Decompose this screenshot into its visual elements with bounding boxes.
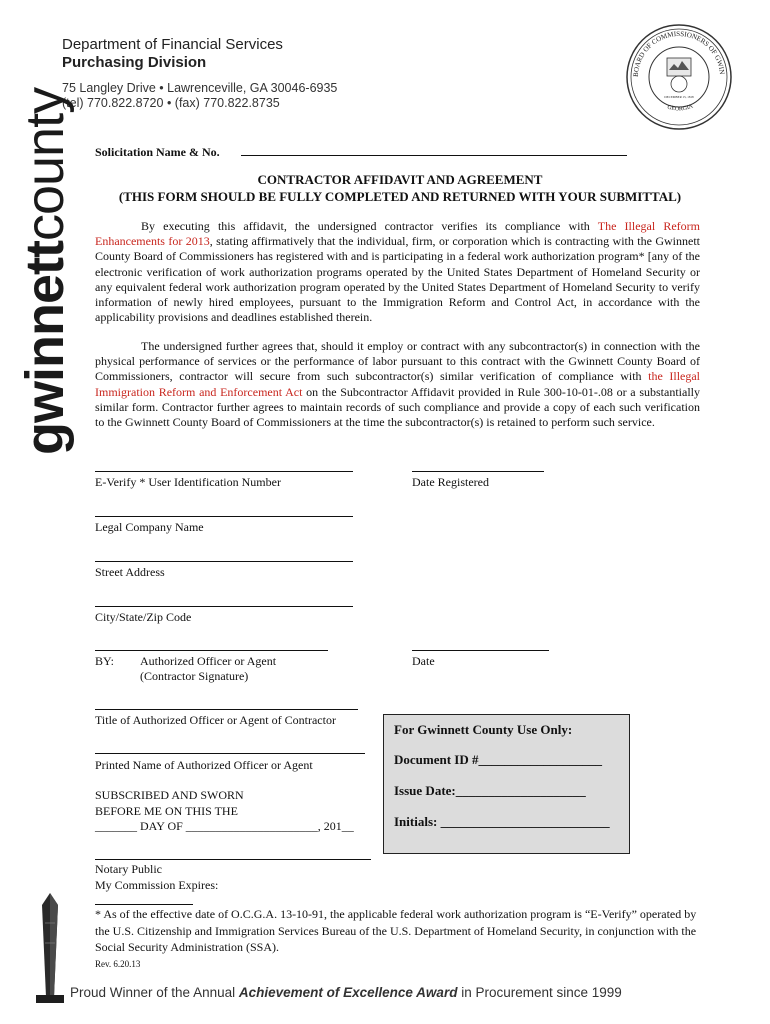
county-use-box: [383, 714, 630, 854]
county-seal: [624, 22, 734, 132]
affidavit-paragraph-2: [95, 339, 700, 430]
svg-text:GEORGIA: [666, 103, 694, 112]
printed-name-line[interactable]: [95, 753, 365, 754]
logo-word-bold: gwinnett: [15, 241, 75, 455]
notary-line[interactable]: [95, 859, 371, 860]
everify-line[interactable]: [95, 471, 353, 472]
footer-award: [70, 985, 622, 1000]
city-line[interactable]: [95, 606, 353, 607]
seal-icon: [624, 22, 734, 132]
commission-line[interactable]: [95, 904, 193, 905]
title-officer-label: Title of Authorized Officer or Agent of Contractor: [95, 713, 336, 727]
officer-label-line: Authorized Officer or Agent: [140, 654, 277, 668]
trophy-icon: [30, 893, 70, 1005]
commission-label: My Commission Expires:: [95, 877, 219, 892]
award-trophy: [30, 893, 70, 1005]
logo-word-light: county: [15, 87, 75, 242]
street-label: Street Address: [95, 565, 165, 579]
form-title: [90, 171, 710, 205]
address: 75 Langley Drive • Lawrenceville, GA 30046-6935: [62, 81, 338, 95]
initials-field[interactable]: Initials: __________________________: [394, 814, 610, 829]
title-line-1: CONTRACTOR AFFIDAVIT AND AGREEMENT: [257, 172, 543, 187]
city-label: City/State/Zip Code: [95, 610, 192, 624]
department-name: Department of Financial Services: [62, 36, 283, 53]
solicitation-label: Solicitation Name & No.: [95, 145, 220, 159]
everify-label: E-Verify * User Identification Number: [95, 475, 281, 489]
officer-label: [140, 654, 276, 684]
solicitation-row: [95, 143, 627, 160]
footer-award-name: Achievement of Excellence Award: [238, 985, 458, 1000]
date-label: Date: [412, 654, 435, 668]
printed-name-label: Printed Name of Authorized Officer or Agent: [95, 758, 313, 772]
company-label: Legal Company Name: [95, 520, 204, 534]
date-registered-line[interactable]: [412, 471, 544, 472]
document-id-field[interactable]: Document ID #___________________: [394, 752, 602, 767]
company-line[interactable]: [95, 516, 353, 517]
sworn-block: [95, 788, 354, 835]
division-name: Purchasing Division: [62, 54, 207, 71]
affidavit-paragraph-1: [95, 219, 700, 325]
date-line[interactable]: [412, 650, 549, 651]
seal-date: DECEMBER 15, 1818: [664, 95, 694, 99]
sworn-line-2: BEFORE ME ON THIS THE: [95, 803, 238, 818]
header: [62, 36, 422, 110]
notary-block: [95, 862, 218, 893]
county-logo: [15, 87, 75, 455]
date-registered-label: Date Registered: [412, 475, 489, 489]
para2-text-b: on the Subcontractor Affidavit provided in Rule 300-10-01-.08 or a substantially similar form. Contractor further agrees to maintain records of such compliance and provide a copy of each such verification to the Gwinnett County Board of Commissioners at the time the subcontractor(s) is retained to perform such service.: [95, 384, 700, 430]
phone-fax: (tel) 770.822.8720 • (fax) 770.822.8735: [62, 96, 280, 110]
sworn-line-1: SUBSCRIBED AND SWORN: [95, 788, 244, 802]
signature-label: (Contractor Signature): [140, 669, 249, 683]
by-label: BY:: [95, 654, 114, 668]
illegal-immigration-link[interactable]: the Illegal Immigration Reform and Enforcement Act: [95, 369, 701, 399]
street-line[interactable]: [95, 561, 353, 562]
seal-outer-text: BOARD OF COMMISSIONERS OF GWIN: [631, 29, 726, 78]
notary-label: Notary Public: [95, 862, 162, 876]
para1-text-a: By executing this affidavit, the undersigned contractor verifies its compliance with: [141, 219, 598, 233]
para1-text-b: , stating affirmatively that the individual, firm, or corporation which is contracting with the Gwinnett County Board of Commissioners has registered with and is participating in a federal work authorization program* [any of the electronic verification of work authorization programs operated by the United States Department of Homeland Security or any equivalent federal work authorization program operated by the United States Department of Homeland Security to verify information of newly hired employees, pursuant to the Immigration Reform and Control Act, in accordance with the applicability provisions and deadlines established therein.: [95, 234, 700, 325]
title-officer-line[interactable]: [95, 709, 358, 710]
title-line-2: (THIS FORM SHOULD BE FULLY COMPLETED AND RETURNED WITH YOUR SUBMITTAL): [118, 189, 682, 204]
county-use-heading: For Gwinnett County Use Only:: [394, 722, 573, 737]
issue-date-field[interactable]: Issue Date:____________________: [394, 783, 586, 798]
solicitation-input-line[interactable]: [241, 143, 627, 156]
revision-label: Rev. 6.20.13: [95, 959, 141, 969]
footnote: * As of the effective date of O.C.G.A. 13-10-91, the applicable federal work authorization program is “E-Verify” operated by the U.S. Citizenship and Immigration Services Bureau of the U.S. Department of Homeland Security, in conjunction with the Social Security Administration (SSA).: [95, 907, 697, 954]
footer-text-c: in Procurement since 1999: [457, 985, 622, 1000]
para2-text-a: The undersigned further agrees that, should it employ or contract with any subcontractor(s) in connection with the physical performance of services or the performance of labor pursuant to this contract with the Gwinnett County Board of Commissioners, contractor will secure from such subcontractor(s) similar verification of compliance with: [95, 339, 700, 384]
signature-line[interactable]: [95, 650, 328, 651]
illegal-reform-link[interactable]: The Illegal Reform Enhancements for 2013: [95, 219, 700, 249]
sworn-line-3[interactable]: _______ DAY OF ______________________, 201__: [95, 819, 354, 833]
footer-text-a: Proud Winner of the Annual: [70, 985, 239, 1000]
seal-lower-text: GEORGIA: [666, 103, 695, 113]
